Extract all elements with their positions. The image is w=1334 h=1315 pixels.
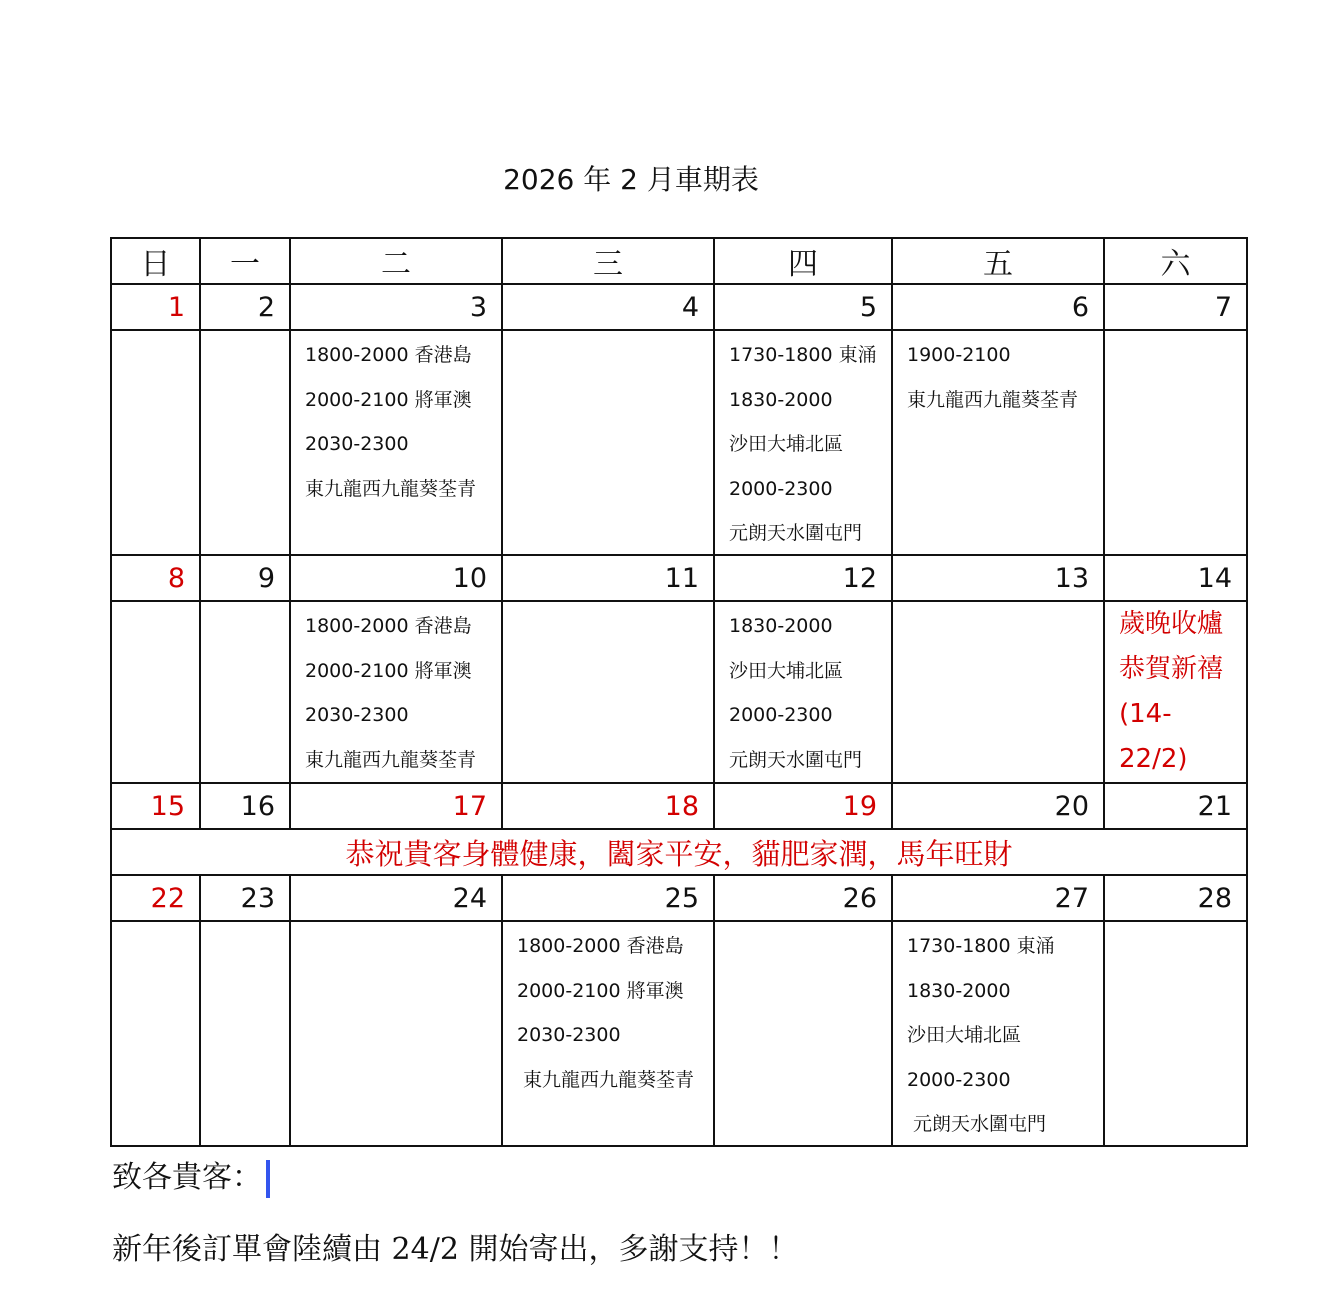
date-cell: 9: [200, 555, 290, 601]
weekday-mon: 一: [200, 238, 290, 284]
date-cell: 23: [200, 875, 290, 921]
date-cell: 7: [1104, 284, 1247, 330]
schedule-cell: [290, 330, 502, 555]
schedule-cell: [502, 921, 714, 1146]
schedule-cell-empty: [200, 601, 290, 783]
weekday-sun: 日: [111, 238, 200, 284]
date-cell: 1: [111, 284, 200, 330]
date-cell: 10: [290, 555, 502, 601]
schedule-cell-empty: [502, 330, 714, 555]
date-cell: 5: [714, 284, 892, 330]
schedule-line: 1730-1800 東涌: [907, 935, 1055, 957]
schedule-cell-empty: [502, 601, 714, 783]
schedule-line: 東九龍西九龍葵荃青: [517, 1069, 695, 1091]
text-cursor: [266, 1160, 270, 1198]
date-cell: 4: [502, 284, 714, 330]
date-cell: 20: [892, 783, 1104, 829]
schedule-cell: [714, 330, 892, 555]
schedule-line: 沙田大埔北區: [729, 433, 844, 455]
schedule-line: 東九龍西九龍葵荃青: [907, 389, 1079, 411]
date-cell: 28: [1104, 875, 1247, 921]
week-1-schedule: [111, 330, 1247, 555]
date-cell: 16: [200, 783, 290, 829]
schedule-line: 2000-2300: [729, 478, 833, 500]
date-cell: 3: [290, 284, 502, 330]
schedule-cell-empty: [111, 921, 200, 1146]
week-4-dates: [111, 875, 1247, 921]
week-4-schedule: [111, 921, 1247, 1146]
shipping-notice: 新年後訂單會陸續由 24/2 開始寄出，多謝支持！！: [112, 1232, 799, 1267]
holiday-notice-line: 恭賀新禧: [1119, 654, 1224, 684]
date-cell: 26: [714, 875, 892, 921]
schedule-line: 沙田大埔北區: [907, 1024, 1022, 1046]
date-cell: 8: [111, 555, 200, 601]
schedule-line: 1830-2000: [729, 615, 833, 637]
schedule-line: 元朗天水圍屯門: [729, 749, 863, 771]
date-cell: 19: [714, 783, 892, 829]
schedule-line: 2030-2300: [305, 433, 409, 455]
date-cell: 17: [290, 783, 502, 829]
schedule-cell-empty: [290, 921, 502, 1146]
new-year-greeting-banner: 恭祝貴客身體健康，闔家平安，貓肥家潤，馬年旺財: [111, 829, 1247, 875]
holiday-notice-line: (14-22/2): [1119, 699, 1188, 774]
weekday-wed: 三: [502, 238, 714, 284]
date-cell: 15: [111, 783, 200, 829]
date-cell: 22: [111, 875, 200, 921]
week-2-schedule: [111, 601, 1247, 783]
schedule-line: 元朗天水圍屯門: [729, 522, 863, 544]
holiday-notice-cell: [1104, 601, 1247, 783]
date-cell: 12: [714, 555, 892, 601]
schedule-line: 2000-2100 將軍澳: [305, 389, 472, 411]
schedule-cell: [714, 601, 892, 783]
weekday-tue: 二: [290, 238, 502, 284]
weekday-fri: 五: [892, 238, 1104, 284]
date-cell: 6: [892, 284, 1104, 330]
schedule-cell-empty: [892, 601, 1104, 783]
date-cell: 21: [1104, 783, 1247, 829]
date-cell: 2: [200, 284, 290, 330]
schedule-line: 2000-2100 將軍澳: [517, 980, 684, 1002]
schedule-line: 1900-2100: [907, 344, 1011, 366]
weekday-header-row: [111, 238, 1247, 284]
greeting-text: 致各貴客：: [112, 1160, 262, 1195]
greeting-line[interactable]: [112, 1156, 270, 1200]
schedule-cell-empty: [200, 330, 290, 555]
schedule-cell-empty: [714, 921, 892, 1146]
page-title: 2026 年 2 月車期表: [503, 163, 759, 196]
schedule-line: 1830-2000: [907, 980, 1011, 1002]
schedule-line: 2000-2300: [907, 1069, 1011, 1091]
week-1-dates: [111, 284, 1247, 330]
schedule-cell: [892, 921, 1104, 1146]
date-cell: 18: [502, 783, 714, 829]
date-cell: 24: [290, 875, 502, 921]
date-cell: 27: [892, 875, 1104, 921]
week-3-banner-row: [111, 829, 1247, 875]
schedule-line: 2000-2100 將軍澳: [305, 660, 472, 682]
schedule-cell-empty: [111, 330, 200, 555]
schedule-line: 1730-1800 東涌: [729, 344, 877, 366]
date-cell: 11: [502, 555, 714, 601]
schedule-line: 沙田大埔北區: [729, 660, 844, 682]
holiday-notice-line: 歲晚收爐: [1119, 609, 1224, 639]
schedule-cell-empty: [111, 601, 200, 783]
schedule-line: 1800-2000 香港島: [305, 615, 472, 637]
delivery-calendar: [110, 237, 1248, 1147]
schedule-line: 東九龍西九龍葵荃青: [305, 478, 477, 500]
date-cell: 13: [892, 555, 1104, 601]
schedule-line: 1800-2000 香港島: [517, 935, 684, 957]
schedule-line: 元朗天水圍屯門: [907, 1113, 1047, 1135]
schedule-line: 1800-2000 香港島: [305, 344, 472, 366]
date-cell: 25: [502, 875, 714, 921]
schedule-line: 2030-2300: [305, 704, 409, 726]
schedule-cell: [290, 601, 502, 783]
date-cell: 14: [1104, 555, 1247, 601]
weekday-sat: 六: [1104, 238, 1247, 284]
weekday-thu: 四: [714, 238, 892, 284]
week-2-dates: [111, 555, 1247, 601]
schedule-cell: [892, 330, 1104, 555]
schedule-cell-empty: [200, 921, 290, 1146]
week-3-dates: [111, 783, 1247, 829]
schedule-line: 2000-2300: [729, 704, 833, 726]
schedule-cell-empty: [1104, 921, 1247, 1146]
schedule-line: 2030-2300: [517, 1024, 621, 1046]
schedule-line: 1830-2000: [729, 389, 833, 411]
schedule-cell-empty: [1104, 330, 1247, 555]
schedule-line: 東九龍西九龍葵荃青: [305, 749, 477, 771]
